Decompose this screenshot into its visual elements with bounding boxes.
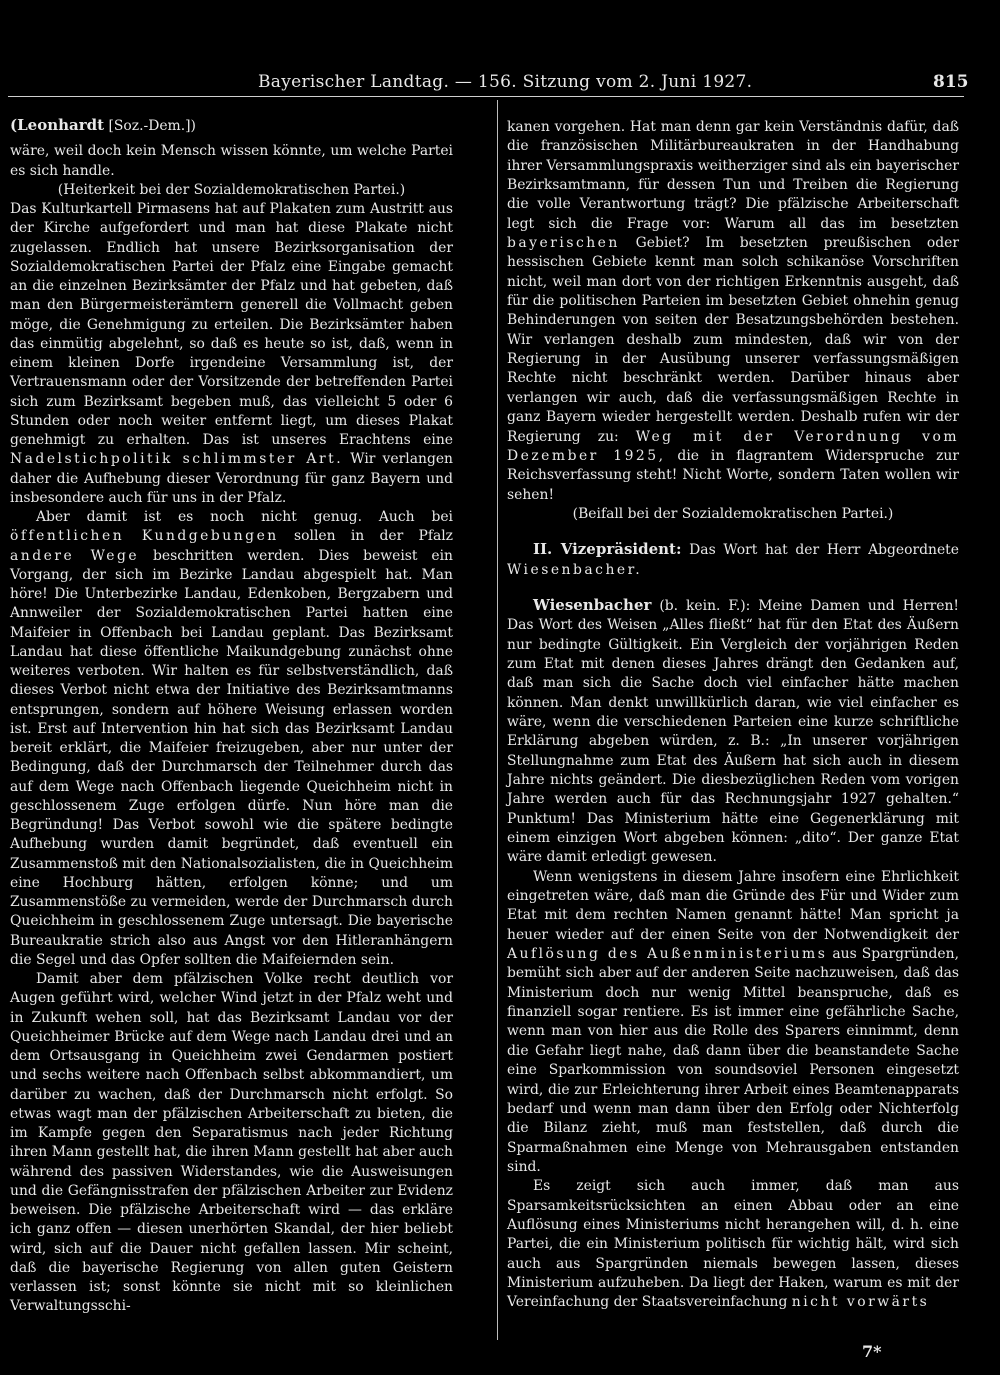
- emphasis: nicht vorwärts: [791, 1294, 930, 1311]
- emphasis: bayerischen: [507, 235, 620, 252]
- speaker-name: (Leonhardt: [10, 116, 105, 134]
- paragraph: wäre, weil doch kein Mensch wissen könnte, um welche Partei es sich handle.: [10, 143, 453, 179]
- spacer: [507, 580, 959, 596]
- signature-mark: 7*: [862, 1342, 882, 1361]
- spacer: [507, 524, 959, 540]
- page-header: [0, 72, 1000, 98]
- paragraph: kanen vorgehen. Hat man denn gar kein Verständnis dafür, daß die französischen Militärbureaukraten in der Handhabung ihrer Versammlungspraxis weitherziger sind als ein bayerischer Bezirksamtmann, für dessen Tun und Treiben die Regierung die volle Verantwortung trägt? Die pfälzische Arbeiterschaft legt sich die Frage vor: Warum all das im besetzten bayerischen Gebiet? Im besetzten preußischen oder hessischen Gebiete kennt man solch schikanöse Vorschriften nicht, weil man dort von der richtigen Erkenntnis ausgeht, daß für die politischen Parteien im besetzten Gebiet ohnehin genug Behinderungen von seiten der Besatzungsbehörden bestehen. Wir verlangen deshalb zum mindesten, daß wir von der Regierung in der Ausübung unserer verfassungsmäßigen Rechte nicht beschränkt werden. Darüber hinaus aber verlangen wir auch, daß die verfassungsmäßigen Rechte in ganz Bayern wieder hergestellt werden. Deshalb rufen wir der Regierung zu: Weg mit der Verordnung vom Dezember 1925, die in flagrantem Widerspruche zur Reichsverfassung steht! Nicht Worte, sondern Taten wollen wir sehen!: [507, 119, 959, 503]
- column-divider: [497, 100, 498, 1340]
- paragraph: Aber damit ist es noch nicht genug. Auch bei öffentlichen Kundgebungen sollen in der Pfalz andere Wege beschritten werden. Dies beweist ein Vorgang, der sich im Bezirke Landau abgespielt hat. Man höre! Die Unterbezirke Landau, Edenkoben, Bergzabern und Annweiler der Sozialdemokratischen Partei hatten eine Maifeier in Offenbach bei Landau geplant. Das Bezirksamt Landau hat diese öffentliche Maikundgebung zunächst ohne weiteres verboten. Wir halten es für selbstverständlich, daß dieses Verbot nicht etwa der Initiative des Bezirksamtmanns entsprungen, sondern auf höhere Weisung erlassen worden ist. Erst auf Intervention hin hat sich das Bezirksamt Landau bereit erklärt, die Maifeier freizugeben, aber nur unter der Bedingung, daß der Durchmarsch der Teilnehmer durch das auf dem Wege nach Offenbach liegende Queichheim nicht in geschlossenem Zuge erfolgen dürfe. Nun höre man die Begründung! Das Verbot sowohl wie die spätere bedingte Aufhebung wurden damit begründet, daß eventuell ein Zusammenstoß mit den Nationalsozialisten, die in Queichheim eine Hochburg hätten, erfolgen könne; und um Zusammenstöße zu vermeiden, werde der Durchmarsch durch Queichheim in geschlossenem Zuge untersagt. Die bayerische Bureaukratie strich also aus Angst vor den Hitleranhängern die Segel und das Opfer sollten die Maifeiernden sein.: [10, 509, 453, 968]
- header-rule: [8, 96, 964, 97]
- interjection: (Heiterkeit bei der Sozialdemokratischen Partei.): [57, 181, 406, 198]
- interjection: (Beifall bei der Sozialdemokratischen Partei.): [572, 505, 894, 522]
- speaker-continuation: [10, 116, 453, 136]
- emphasis: Auflösung des Außenministeriums: [507, 946, 828, 963]
- emphasis: andere Wege: [10, 547, 140, 564]
- speech-start: Wiesenbacher (b. kein. F.): Meine Damen und Herren! Das Wort des Weisen „Alles fließt“ hat für den Etat des Äußern nur bedingte Gültigkeit. Ein Vergleich der vorjährigen Reden zum Etat mit denen dieses Jahres drängt den Gedanken auf, daß man sich die Sache doch viel einfacher hätte machen können. Man denkt unwillkürlich daran, wie viel einfacher es wäre, wenn die verschiedenen Parteien eine kurze schriftliche Erklärung abgeben würden, z. B.: „In unserer vorjährigen Stellungnahme zum Etat des Äußern hat sich auch in diesem Jahre nichts geändert. Die diesbezüglichen Reden vom vorigen Jahre werden auch für das Rechnungsjahr 1927 gehalten.“ Punktum! Das Ministerium hätte eine Gegenerklärung mit einem einzigen Wort abgeben können: „dito“. Der ganze Etat wäre damit erledigt gewesen.: [507, 595, 959, 866]
- paragraph: Damit aber dem pfälzischen Volke recht deutlich vor Augen geführt wird, welcher Wind jetzt in der Pfalz weht und in Zukunft wehen soll, hat das Bezirksamt Landau vor der Queichheimer Brücke auf dem Wege nach Landau drei und an dem Ortsausgang in Queichheim zwei Gendarmen postiert und sechs weitere nach Offenbach selbst abkommandiert, um darüber zu wachen, daß der Durchmarsch nicht erfolgt. So etwas wagt man der pfälzischen Arbeiterschaft zu bieten, die im Kampfe gegen den Separatismus nach jeder Richtung ihren Mann gestellt hat, die ihren Mann gestellt hat aber auch während des passiven Widerstandes, wie die Ausweisungen und die Gefängnisstrafen der pfälzischen Arbeiter zur Evidenz beweisen. Die pfälzische Arbeiterschaft wird — das erkläre ich ganz offen — diesen unerhörten Skandal, der hier beliebt wird, sich auf die Dauer nicht gefallen lassen. Mir scheint, daß die bayerische Regierung von allen guten Geistern verlassen ist; sonst könnte sie nicht mit so kleinlichen Verwaltungsschi-: [10, 971, 453, 1315]
- speaker-party: [Soz.-Dem.]): [108, 118, 196, 134]
- paragraph: Es zeigt sich auch immer, daß man aus Sparsamkeitsrücksichten an einen Abbau oder an eine Auflösung eines Ministeriums nicht herangehen will, d. h. eine Partei, die ein Ministerium politisch für wichtig hält, wird sich auch aus Spargründen niemals bewegen lassen, dieses Ministerium aufzuheben. Da liegt der Haken, warum es mit der Vereinfachung der Staatsvereinfachung nicht vorwärts: [507, 1178, 959, 1311]
- emphasis: Nadelstichpolitik schlimmster Art.: [10, 451, 344, 468]
- vice-president-line: II. Vizepräsident: Das Wort hat der Herr Abgeordnete Wiesenbacher.: [507, 540, 959, 578]
- running-title: Bayerischer Landtag. — 156. Sitzung vom 2. Juni 1927.: [258, 72, 753, 92]
- speaker-name: Wiesenbacher: [533, 595, 652, 614]
- emphasis: öffentlichen Kundgebungen: [10, 528, 279, 545]
- speaker-party: (b. kein. F.):: [659, 597, 751, 614]
- speaker-name: II. Vizepräsident:: [533, 540, 682, 559]
- emphasis: Weg mit der Verordnung vom Dezember 1925,: [507, 428, 959, 464]
- left-column: [10, 116, 453, 1317]
- right-column: [507, 118, 959, 1313]
- page-number: 815: [933, 72, 969, 92]
- emphasis: Wiesenbacher.: [507, 561, 643, 578]
- paragraph: Wenn wenigstens in diesem Jahre insofern eine Ehrlichkeit eingetreten wäre, daß man die Gründe des Für und Wider zum Etat mit dem rechten Namen genannt hätte! Man spricht ja heuer wieder auf der einen Seite von der Notwendigkeit der Auflösung des Außenministeriums aus Spargründen, bemüht sich aber auf der anderen Seite nachzuweisen, daß das Ministerium doch nur wenig Mittel beanspruche, daß es finanziell sogar rentiere. Es ist immer eine gefährliche Sache, wenn man von hier aus die Rolle des Sparers einnimmt, denn die Gefahr liegt nahe, daß dann über die beanstandete Sache eine Sparkommission von soundsoviel Personen eingesetzt wird, die zur Erleichterung ihrer Arbeit eines Beamtenapparats bedarf und wenn man dann über den Erfolg oder Nichterfolg die Bilanz zieht, muß man feststellen, daß durch die Sparmaßnahmen eine Menge von Mehrausgaben entstanden sind.: [507, 868, 960, 1175]
- paragraph: Das Kulturkartell Pirmasens hat auf Plakaten zum Austritt aus der Kirche aufgefordert und man hat diese Plakate nicht zugelassen. Endlich hat unsere Bezirksorganisation der Sozialdemokratischen Partei der Pfalz eine Eingabe gemacht an die einzelnen Bezirksämter der Pfalz und hat gebeten, daß man den Bürgermeisterämtern generell die Vollmacht geben möge, die Genehmigung zu erteilen. Die Bezirksämter haben das einmütig abgelehnt, so daß es heute so ist, daß, wenn in einem kleinen Dorfe irgendeine Versammlung ist, der Vertrauensmann oder der Vorsitzende der betreffenden Partei sich zum Bezirksamt begeben muß, das vielleicht 5 oder 6 Stunden oder noch weiter entfernt liegt, um dieses Plakat genehmigt zu erhalten. Das ist unseres Erachtens eine Nadelstichpolitik schlimmster Art. Wir verlangen daher die Aufhebung dieser Verordnung für ganz Bayern und insbesondere auch für uns in der Pfalz.: [10, 201, 453, 506]
